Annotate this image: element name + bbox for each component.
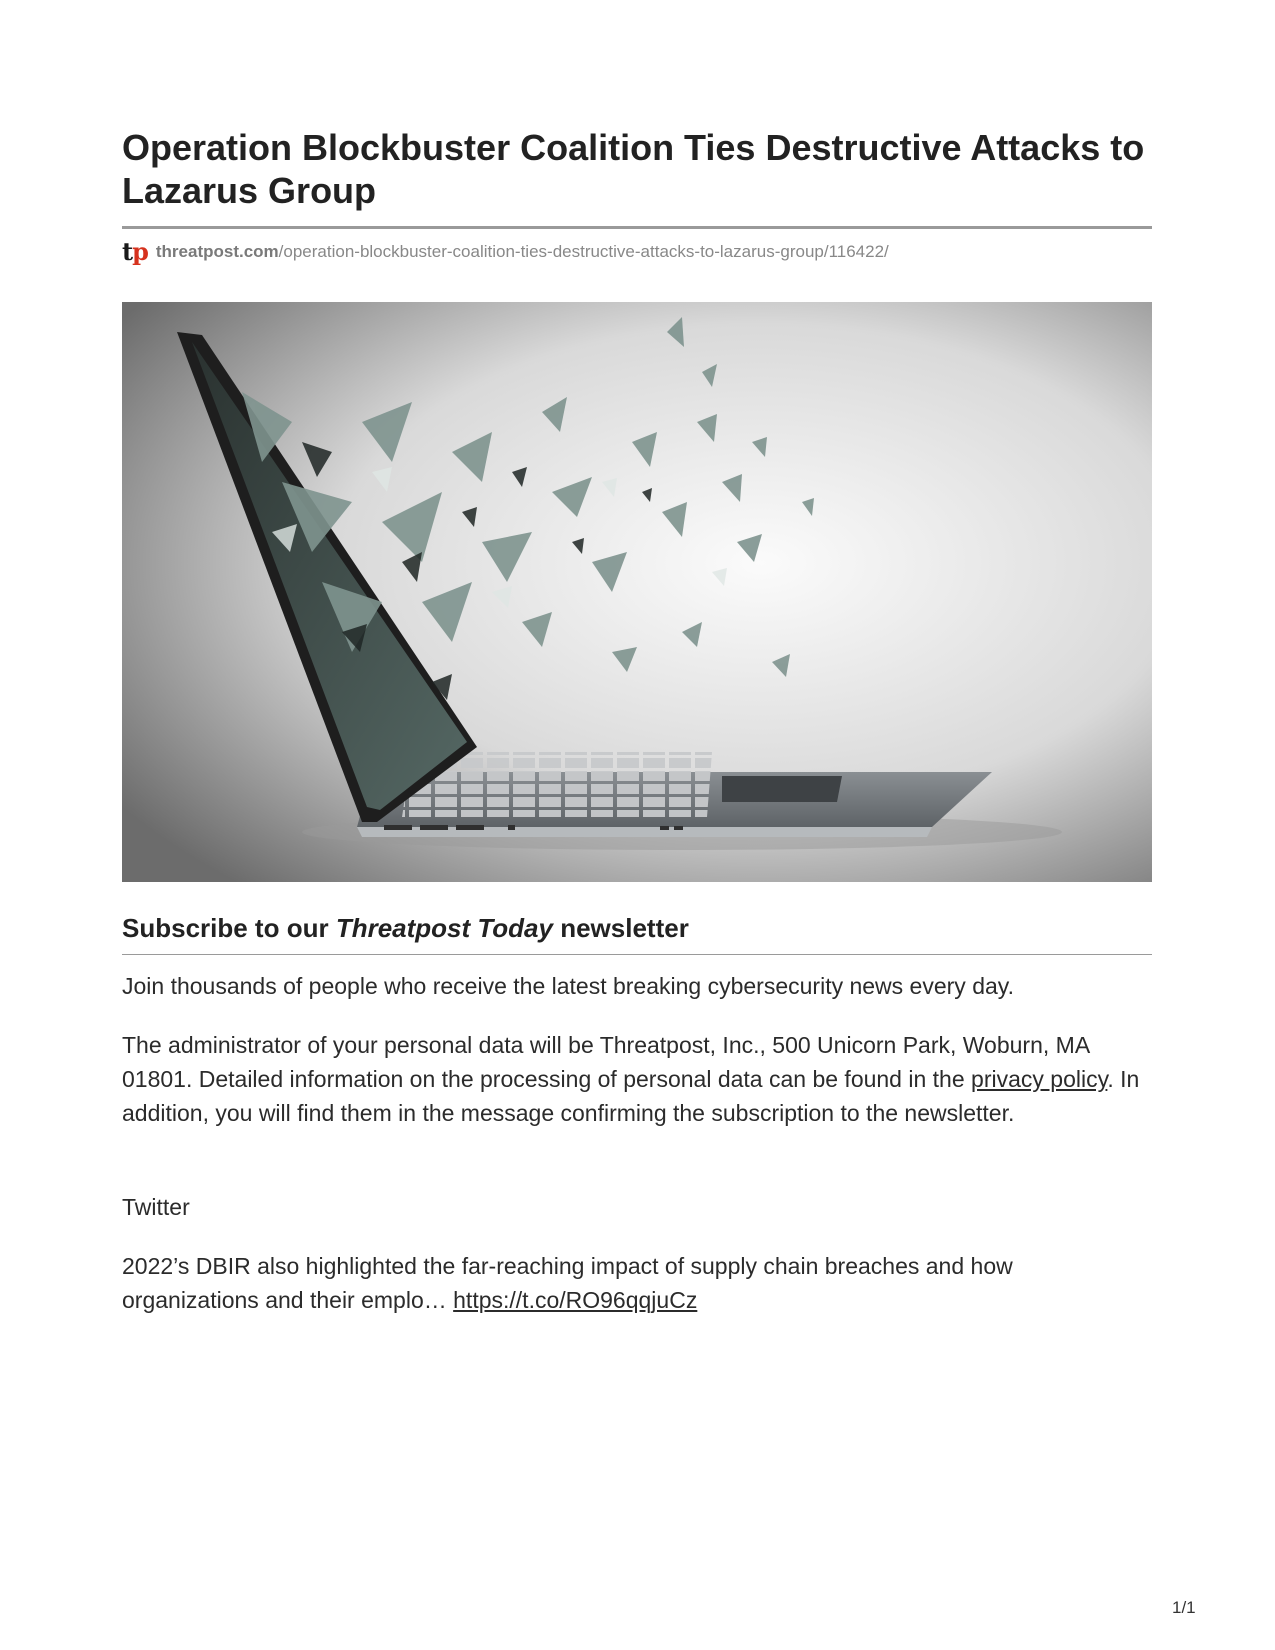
- newsletter-divider: [122, 954, 1152, 955]
- tweet-link[interactable]: https://t.co/RO96qqjuCz: [453, 1287, 698, 1313]
- privacy-policy-link[interactable]: privacy policy: [971, 1066, 1108, 1092]
- hero-image: [122, 302, 1152, 882]
- newsletter-intro: Join thousands of people who receive the latest breaking cybersecurity news every day.: [122, 973, 1014, 999]
- source-domain[interactable]: threatpost.com: [155, 242, 279, 261]
- source-path[interactable]: /operation-blockbuster-coalition-ties-destructive-attacks-to-lazarus-group/116422/: [278, 242, 889, 261]
- title-divider: [122, 226, 1152, 229]
- page-title: Operation Blockbuster Coalition Ties Destructive Attacks to Lazarus Group: [122, 127, 1145, 211]
- page-number: 1/1: [1172, 1598, 1196, 1617]
- tweet-text: 2022’s DBIR also highlighted the far-reaching impact of supply chain breaches and how organizations and their emplo… https://t.co/RO96qqjuCz: [122, 1253, 1013, 1313]
- source-url[interactable]: [156, 242, 889, 262]
- shattered-laptop-image: [122, 302, 1152, 882]
- privacy-notice: The administrator of your personal data will be Threatpost, Inc., 500 Unicorn Park, Woburn, MA 01801. Detailed information on the processing of personal data can be found in the privacy policy. In addition, you will find them in the message confirming the subscription to the newsletter.: [122, 1032, 1140, 1126]
- threatpost-logo-icon: tp: [122, 237, 148, 266]
- twitter-label: Twitter: [122, 1194, 190, 1220]
- newsletter-heading: Subscribe to our Threatpost Today newsletter: [122, 913, 689, 943]
- source-line: [122, 237, 1152, 266]
